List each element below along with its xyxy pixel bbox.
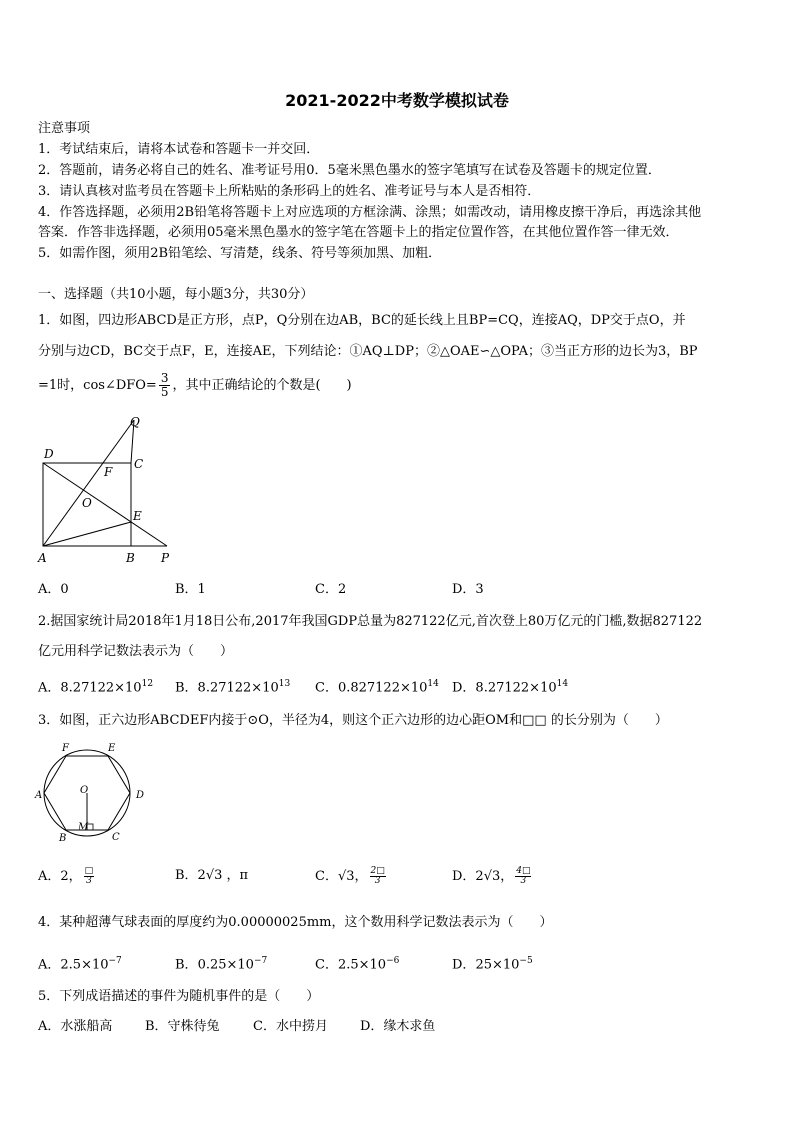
fraction-numerator: □ [84, 866, 94, 876]
question-1-line-2: 分别与边CD，BC交于点F，E，连接AE，下列结论：①AQ⊥DP；②△OAE∽△OPA；③当正方形的边长为3，BP [38, 344, 698, 359]
question-3-line: 3．如图，正六边形ABCDEF内接于⊙O，半径为4，则这个正六边形的边心距OM和□□ 的长分别为（ ） [38, 713, 668, 728]
option-d[interactable] [452, 952, 533, 974]
label-E: E [108, 743, 116, 754]
option-exponent: −6 [386, 956, 400, 966]
label-C: C [134, 457, 144, 471]
fraction [84, 867, 95, 886]
option-c[interactable]: C．水中捞月 [253, 1019, 328, 1034]
fraction-denominator: 3 [520, 876, 527, 886]
option-base: A．8.27122×10 [38, 680, 142, 696]
question-4-line: 4．某种超薄气球表面的厚度约为0.00000025mm，这个数用科学记数法表示为（ ） [38, 915, 553, 930]
notice-heading: 注意事项 [38, 121, 91, 136]
option-letter: C． [315, 957, 338, 973]
label-A: A [35, 790, 43, 801]
option-base: 0.25×10 [197, 957, 254, 973]
notice-item: 4．作答选择题，必须用2B铅笔将答题卡上对应选项的方框涂满、涂黑；如需改动，请用橡皮擦干净后，再选涂其他 [38, 205, 702, 220]
option-d[interactable] [452, 867, 533, 886]
option-base: 2.5×10 [337, 957, 387, 973]
option-b[interactable] [175, 952, 267, 974]
option-exponent: 13 [278, 679, 291, 689]
option-exponent: −5 [519, 956, 533, 966]
option-text: C．√3， [315, 869, 368, 884]
option-b[interactable] [175, 675, 290, 697]
option-text: B．2√3 ，π [175, 868, 249, 883]
option-base: B．8.27122×10 [175, 680, 279, 696]
label-O: O [80, 785, 89, 796]
question-2-line-2: 亿元用科学记数法表示为（ ） [38, 644, 234, 659]
question-1-text-pre: =1时，cos∠DFO= [38, 378, 157, 393]
fraction-numerator: 4□ [516, 866, 531, 876]
option-letter: D． [452, 957, 476, 973]
label-F: F [104, 465, 113, 479]
option-a[interactable] [38, 867, 96, 886]
label-O: O [82, 496, 92, 510]
fraction-denominator: 3 [374, 876, 381, 886]
option-b[interactable]: B．1 [175, 582, 206, 597]
notice-item: 答案．作答非选择题，必须用05毫米黑色墨水的签字笔在答题卡上的指定位置作答，在其他位置作答一律无效． [38, 225, 679, 240]
question-1-line-3 [38, 372, 352, 399]
option-text: D．2√3， [452, 869, 514, 884]
label-B: B [59, 833, 67, 844]
option-letter: A． [38, 957, 61, 973]
label-D: D [44, 447, 54, 461]
label-P: P [161, 551, 170, 565]
fraction-denominator: 5 [160, 385, 169, 399]
notice-item: 3．请认真核对监考员在答题卡上所粘贴的条形码上的姓名、准考证号与本人是否相符． [38, 184, 541, 199]
question-2-line-1: 2.据国家统计局2018年1月18日公布,2017年我国GDP总量为827122亿元,首次登上80万亿元的门槛,数据827122 [38, 614, 703, 629]
label-A: A [38, 551, 47, 565]
question-1-line-1: 1．如图，四边形ABCD是正方形，点P，Q分别在边AB，BC的延长线上且BP=CQ，连接AQ，DP交于点O，并 [38, 313, 686, 328]
option-exponent: 12 [141, 679, 154, 689]
option-base: 25×10 [475, 957, 520, 973]
notice-item: 5．如需作图，须用2B铅笔绘、写清楚，线条、符号等须加黑、加粗． [38, 246, 442, 261]
option-base: 2.5×10 [60, 957, 109, 973]
question-5-line: 5．下列成语描述的事件为随机事件的是（ ） [38, 989, 320, 1004]
option-exponent: −7 [108, 956, 122, 966]
hexagon-figure [30, 738, 155, 848]
option-a[interactable]: A．水涨船高 [38, 1019, 113, 1034]
label-B: B [126, 551, 135, 565]
fraction-numerator: 3 [160, 371, 169, 385]
option-base: D．8.27122×10 [452, 680, 557, 696]
label-D: D [136, 790, 145, 801]
section-heading: 一、选择题（共10小题，每小题3分，共30分） [38, 287, 314, 302]
fraction-denominator: 3 [86, 876, 92, 886]
fraction [515, 867, 531, 886]
square-figure [30, 410, 180, 570]
option-d[interactable] [452, 675, 568, 697]
label-F: F [62, 743, 69, 754]
option-a[interactable] [38, 952, 122, 974]
notice-item: 2．答题前，请务必将自己的姓名、准考证号用0．5毫米黑色墨水的签字笔填写在试卷及答题卡的规定位置． [38, 163, 661, 178]
option-a[interactable] [38, 675, 153, 697]
notice-item: 1．考试结束后，请将本试卷和答题卡一并交回． [38, 142, 320, 157]
option-d[interactable]: D．3 [452, 582, 484, 597]
option-b[interactable] [175, 867, 248, 885]
option-d[interactable]: D．缘木求鱼 [360, 1019, 436, 1034]
option-c[interactable]: C．2 [315, 582, 347, 597]
label-E: E [133, 509, 142, 523]
fraction [159, 372, 171, 399]
option-a[interactable]: A．0 [38, 582, 69, 597]
label-Q: Q [130, 415, 140, 429]
option-letter: B． [175, 957, 198, 973]
option-text: A．2， [38, 869, 82, 884]
option-c[interactable] [315, 952, 399, 974]
option-c[interactable] [315, 867, 388, 886]
option-b[interactable]: B．守株待兔 [145, 1019, 220, 1034]
option-c[interactable] [315, 675, 439, 697]
label-M: M [78, 822, 89, 833]
fraction [370, 867, 386, 886]
label-C: C [112, 832, 120, 843]
option-exponent: 14 [427, 679, 439, 689]
question-1-text-post: ，其中正确结论的个数是( ) [172, 378, 352, 393]
fraction-numerator: 2□ [370, 866, 385, 876]
option-exponent: 14 [556, 679, 569, 689]
page-title: 2021-2022中考数学模拟试卷 [285, 91, 509, 110]
option-base: C．0.827122×10 [315, 680, 428, 696]
option-exponent: −7 [253, 956, 268, 966]
